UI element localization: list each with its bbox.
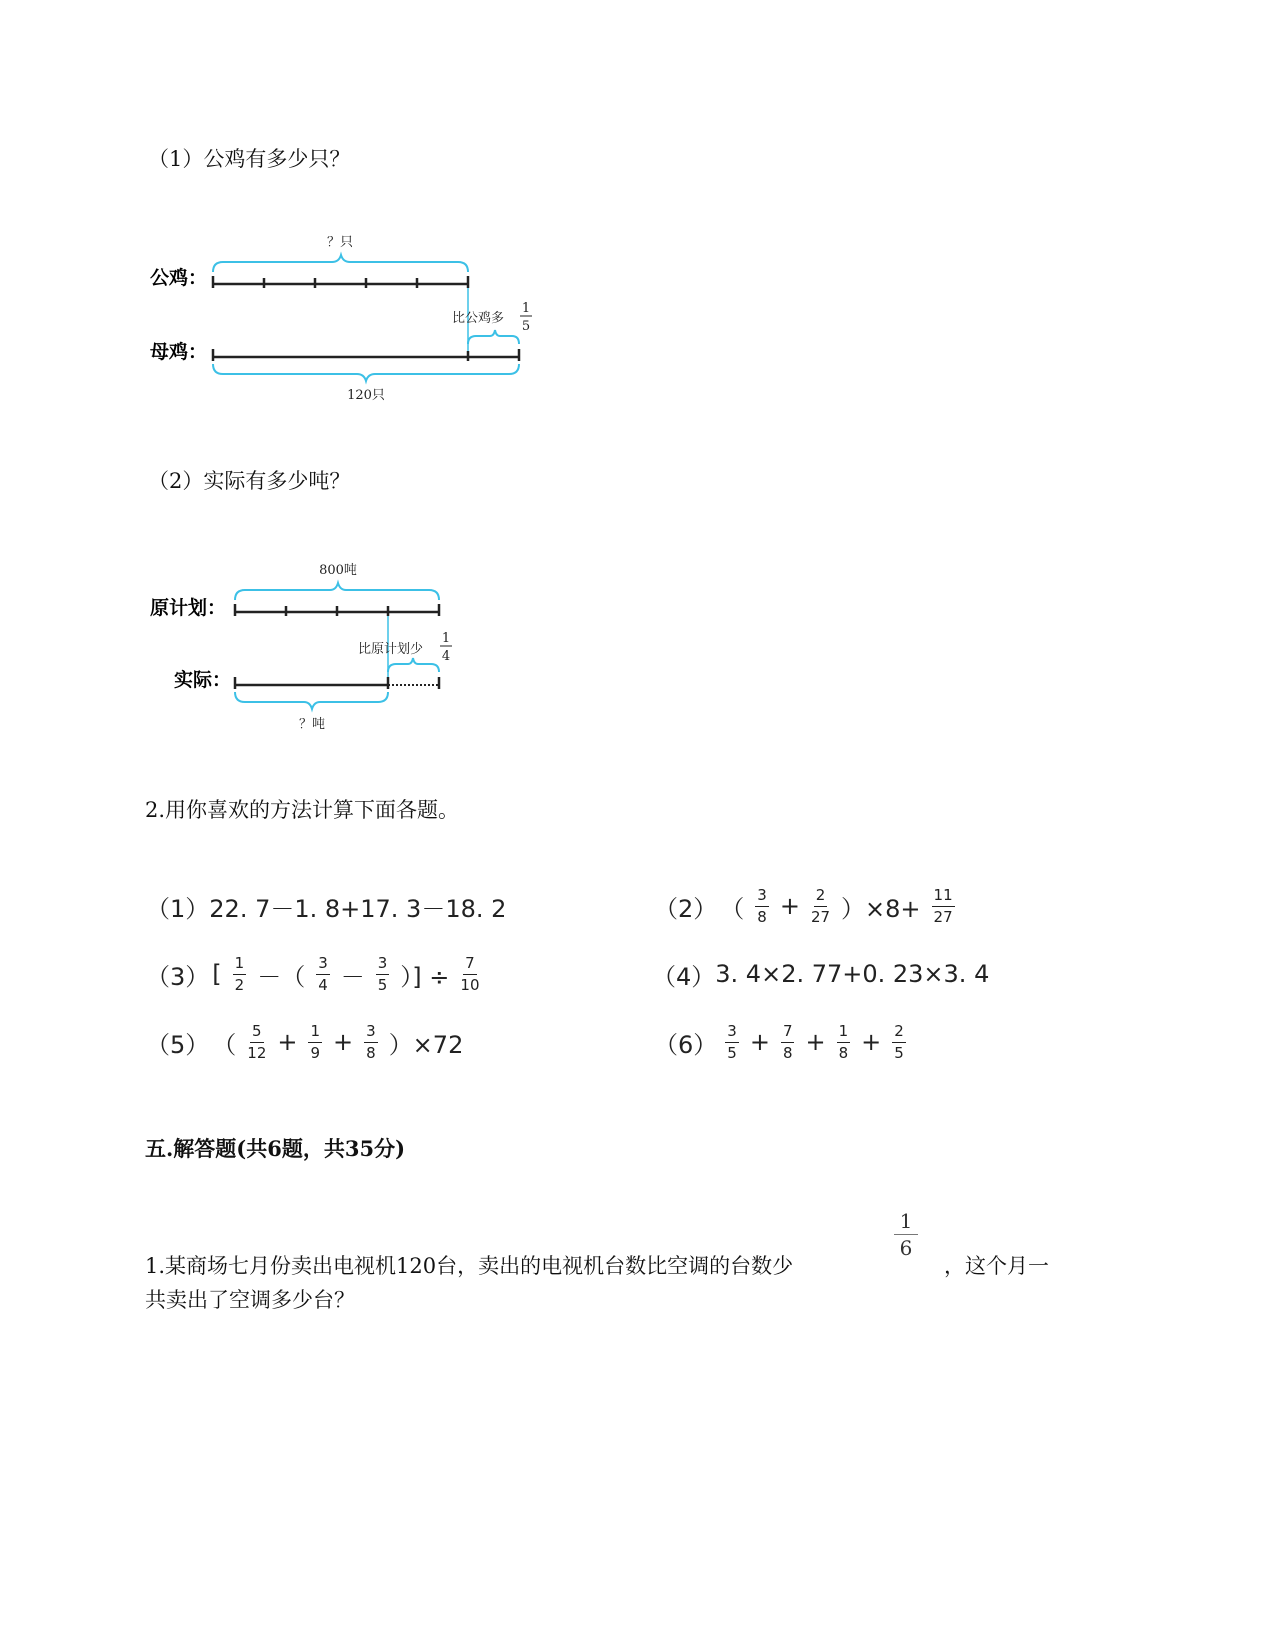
bottom-brace-label: ？吨 [298,717,326,732]
plan-segment-line [235,604,439,616]
expr-text: 22. 7－1. 8+17. 3－18. 2 [209,894,507,923]
compare-frac-num: 1 [521,301,531,316]
calc-expression-6: （6） $\frac{3}{5}$ + $\frac{7}{8}$ + $\frac{1}{8}$ + $\frac{2}{5}$ [654,1021,904,1062]
fraction: $\frac{3}{5}$ [727,1021,737,1062]
expr-label: （4） [652,962,716,991]
fraction: $\frac{1}{8}$ [838,1021,849,1062]
line-diagram-chickens [140,222,560,412]
expr-label: （5） [146,1030,210,1059]
top-brace-label: ？只 [326,235,354,250]
fraction: $\frac{11}{27}$ [933,885,953,926]
bottom-brace [213,364,519,381]
top-brace [235,583,439,600]
fraction: $\frac{2}{5}$ [894,1021,904,1062]
calc-expression-3: （3） [ $\frac{1}{2}$ －（ $\frac{3}{4}$ － $\frac{3}{5}$ ）] ÷ $\frac{7}{10}$ [146,953,480,994]
top-brace-label: 800吨 [319,563,357,578]
calc-expression-2: （2） （ $\frac{3}{8}$ + $\frac{2}{27}$ ）×8+ $\frac{11}{27}$ [654,885,953,926]
reduction-brace [388,658,439,672]
section-2-title: 2.用你喜欢的方法计算下面各题。 [145,798,460,822]
fraction: $\frac{3}{4}$ [318,953,328,994]
extra-brace [468,330,519,344]
fraction: $\frac{3}{8}$ [366,1021,376,1062]
fraction: $\frac{1}{9}$ [310,1021,321,1062]
fraction: $\frac{3}{5}$ [377,953,388,994]
fraction: $\frac{7}{8}$ [782,1021,793,1062]
section-5-title: 五.解答题(共6题，共35分) [145,1136,406,1161]
problem-1-text-c: 共卖出了空调多少台？ [145,1288,355,1312]
compare-label: 比原计划少 [358,642,424,657]
compare-label: 比公鸡多 [452,311,505,326]
compare-frac-den: 4 [441,649,451,664]
bottom-brace-label: 120只 [347,388,385,403]
compare-frac-num: 1 [441,631,451,646]
expr-label: （1） [146,894,210,923]
fraction: $\frac{5}{12}$ [247,1021,267,1062]
fraction: $\frac{2}{27}$ [810,885,831,926]
problem-1-text-a: 1.某商场七月份卖出电视机120台，卖出的电视机台数比空调的台数少 [145,1254,794,1278]
problem-1-fraction: 1 6 [894,1210,918,1259]
label-original-plan: 原计划： [150,597,227,619]
actual-segment-line [235,677,388,689]
expr-label: （2） [654,894,718,923]
top-brace [213,255,468,272]
rooster-segment-line [213,276,468,288]
fraction: $\frac{1}{2}$ [234,953,245,994]
calc-expression-4 [652,946,989,1002]
line-diagram-tons [140,552,480,742]
expr-label: （3） [146,962,210,991]
calc-expression-1 [146,878,506,934]
question-1-title: （1）公鸡有多少只？ [148,147,351,171]
expr-label: （6） [654,1030,718,1059]
fraction: $\frac{3}{8}$ [757,885,767,926]
question-2-title: （2）实际有多少吨？ [148,469,351,493]
compare-frac-den: 5 [521,319,531,334]
label-actual: 实际： [174,669,232,691]
bottom-brace [235,692,388,709]
problem-1-text-b: ，这个月一 [944,1254,1049,1278]
label-hen: 母鸡： [150,341,208,363]
fraction: $\frac{7}{10}$ [460,953,480,994]
expr-text: 3. 4×2. 77+0. 23×3. 4 [715,960,990,988]
calc-expression-5: （5） （ $\frac{5}{12}$ + $\frac{1}{9}$ + $\frac{3}{8}$ ）×72 [146,1021,464,1062]
label-rooster: 公鸡： [150,267,208,289]
hen-segment-line [213,349,519,361]
